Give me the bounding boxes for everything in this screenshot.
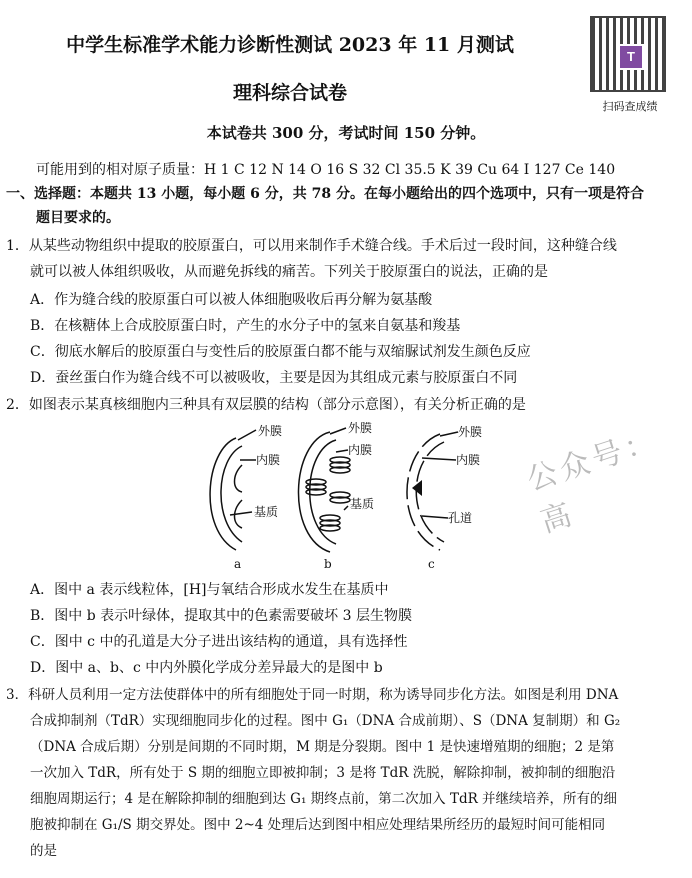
- q1-option-c: C．彻底水解后的胶原蛋白与变性后的胶原蛋白都不能与双缩脲试剂发生颜色反应: [30, 344, 531, 360]
- q1-stem: 1．从某些动物组织中提取的胶原蛋白，可以用来制作手术缝合线。手术后过一段时间，这种缝合线: [6, 238, 617, 254]
- atomic-masses: 可能用到的相对原子质量：H 1 C 12 N 14 O 16 S 32 Cl 35.5 K 39 Cu 64 I 127 Ce 140: [36, 162, 616, 178]
- figure-a-mitochondrion: [210, 430, 256, 550]
- exam-subtitle: 理科综合试卷: [232, 82, 347, 104]
- q2-stem: 2．如图表示某真核细胞内三种具有双层膜的结构（部分示意图），有关分析正确的是: [6, 397, 526, 413]
- qr-badge: T: [618, 44, 644, 70]
- exam-info: 本试卷共 300 分，考试时间 150 分钟。: [206, 124, 486, 142]
- exam-title: 中学生标准学术能力诊断性测试 2023 年 11 月测试: [66, 34, 514, 56]
- q3-line7: 的是: [30, 843, 57, 859]
- b-matrix-label: 基质: [350, 497, 375, 511]
- c-pore-label: 孔道: [448, 511, 473, 525]
- q1-option-a: A．作为缝合线的胶原蛋白可以被人体细胞吸收后再分解为氨基酸: [30, 292, 433, 308]
- q3-line5: 细胞周期运行；4 是在解除抑制的细胞到达 G₁ 期终点前，第二次加入 TdR 并继续培养，所有的细: [30, 791, 618, 807]
- figure-b-chloroplast: [298, 428, 350, 552]
- q2-option-c: C．图中 c 中的孔道是大分子进出该结构的通道，具有选择性: [30, 634, 408, 650]
- q2-option-b: B．图中 b 表示叶绿体，提取其中的色素需要破坏 3 层生物膜: [30, 608, 412, 624]
- figure-label-a: a: [234, 557, 242, 571]
- qr-caption: 扫码查成绩: [602, 100, 658, 113]
- q3-line4: 一次加入 TdR，所有处于 S 期的细胞立即被抑制；3 是将 TdR 洗脱，解除抑制，被抑制的细胞沿: [30, 765, 616, 781]
- a-outer-label: 外膜: [258, 424, 283, 438]
- q3-line6: 胞被抑制在 G₁/S 期交界处。图中 2~4 处理后达到图中相应处理结果所经历的最短时间可能相同: [30, 817, 606, 833]
- c-inner-label: 内膜: [456, 453, 481, 467]
- q2-option-d: D．图中 a、b、c 中内外膜化学成分差异最大的是图中 b: [30, 660, 383, 676]
- q2-option-a: A．图中 a 表示线粒体，[H]与氧结合形成水发生在基质中: [30, 582, 389, 598]
- figure-c-nucleus: [407, 432, 458, 550]
- q1-option-b: B．在核糖体上合成胶原蛋白时，产生的水分子中的氢来自氨基和羧基: [30, 318, 461, 334]
- q3-line1: 3．科研人员利用一定方法使群体中的所有细胞处于同一时期，称为诱导同步化方法。如图是利用 DNA: [6, 687, 619, 703]
- q3-line3: （DNA 合成后期）分别是间期的不同时期，M 期是分裂期。图中 1 是快速增殖期的细胞；2 是第: [30, 739, 615, 755]
- q1-option-d: D．蚕丝蛋白作为缝合线不可以被吸收，主要是因为其组成元素与胶原蛋白不同: [30, 370, 518, 386]
- section1-heading-cont: 题目要求的。: [36, 210, 120, 226]
- c-outer-label: 外膜: [458, 425, 483, 439]
- a-inner-label: 内膜: [256, 453, 281, 467]
- b-inner-label: 内膜: [348, 443, 373, 457]
- q1-stem-cont: 就可以被人体组织吸收，从而避免拆线的痛苦。下列关于胶原蛋白的说法，正确的是: [30, 264, 548, 280]
- a-matrix-label: 基质: [254, 505, 279, 519]
- watermark: 公众号：高: [522, 422, 663, 540]
- figure-label-c: c: [428, 557, 435, 571]
- b-outer-label: 外膜: [348, 421, 373, 435]
- figure-label-b: b: [324, 557, 332, 571]
- q3-line2: 合成抑制剂（TdR）实现细胞同步化的过程。图中 G₁（DNA 合成前期）、S（DNA 复制期）和 G₂: [30, 713, 621, 729]
- organelle-figure: [190, 420, 490, 575]
- section1-heading: 一、选择题：本题共 13 小题，每小题 6 分，共 78 分。在每小题给出的四个选项中，只有一项是符合: [6, 186, 644, 202]
- qr-code[interactable]: [590, 16, 666, 92]
